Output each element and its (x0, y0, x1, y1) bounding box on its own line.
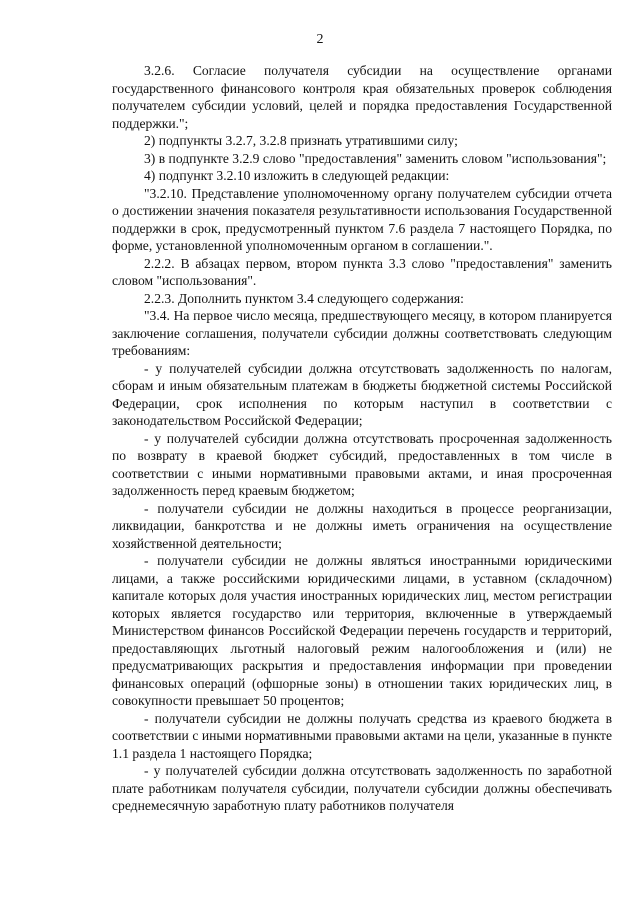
paragraph-2-2-2: 2.2.2. В абзацах первом, втором пункта 3.3 слово "предоставления" заменить словом "использования". (112, 255, 612, 288)
document-body (112, 62, 612, 815)
requirement-no-other-funds: - получатели субсидии не должны получать средства из краевого бюджета в соответствии с иными нормативными правовыми актами на цели, указанные в пункте 1.1 раздела 1 настоящего Порядка; (112, 710, 612, 761)
requirement-no-salary-debt: - у получателей субсидии должна отсутствовать задолженность по заработной плате работникам получателя субсидии, получатели субсидии должны обеспечивать среднемесячную заработную плату работников получателя (112, 763, 612, 813)
requirement-no-reorganization: - получатели субсидии не должны находиться в процессе реорганизации, ликвидации, банкротства и не должны иметь ограничения на осуществление хозяйственной деятельности; (112, 500, 612, 551)
requirement-not-foreign: - получатели субсидии не должны являться иностранными юридическими лицами, а также российскими юридическими лицами, в уставном (складочном) капитале которых доля участия иностранных юридических лиц, местом регистрации которых является государство или территория, включенные в утверждаемый Министерством финансов Российской Федерации перечень государств и территорий, предоставляющих льготный налоговый режим налогообложения и (или) не предусматривающих раскрытия и предоставления информации при проведении финансовых операций (офшорные зоны) в отношении таких юридических лиц, в совокупности превышает 50 процентов; (112, 553, 612, 708)
requirement-budget-debt: - у получателей субсидии должна отсутствовать просроченная задолженность по возврату в краевой бюджет субсидий, предоставленных в том числе в соответствии с иными нормативными правовыми актами, и иная просроченная задолженность перед краевым бюджетом; (112, 430, 612, 498)
paragraph-2-2-3: 2.2.3. Дополнить пунктом 3.4 следующего содержания: (144, 290, 464, 306)
paragraph-item-3: 3) в подпункте 3.2.9 слово "предоставления" заменить словом "использования"; (144, 150, 607, 166)
paragraph-item-4: 4) подпункт 3.2.10 изложить в следующей редакции: (144, 168, 450, 183)
paragraph-item-2: 2) подпункты 3.2.7, 3.2.8 признать утратившими силу; (144, 133, 458, 148)
paragraph-3-4: "3.4. На первое число месяца, предшествующего месяцу, в котором планируется заключение соглашения, получатели субсидии должны соответствовать следующим требованиям: (112, 308, 612, 358)
page-number: 2 (316, 32, 324, 47)
paragraph-3-2-6: 3.2.6. Согласие получателя субсидии на осуществление органами государственного финансового контроля края обязательных проверок соблюдения получателем субсидии условий, целей и порядка предоставления Государственной поддержки."; (112, 63, 612, 131)
paragraph-3-2-10: "3.2.10. Представление уполномоченному органу получателем субсидии отчета о достижении значения показателя результативности использования Государственной поддержки в срок, предусмотренный пунктом 7.6 раздела 7 настоящего Порядка, по форме, установленной уполномоченным органом в соглашении.". (112, 185, 612, 253)
requirement-tax-debt: - у получателей субсидии должна отсутствовать задолженность по налогам, сборам и иным обязательным платежам в бюджеты бюджетной системы Российской Федерации, срок исполнения по которым наступил в соответствии с законодательством Российской Федерации; (112, 360, 612, 428)
